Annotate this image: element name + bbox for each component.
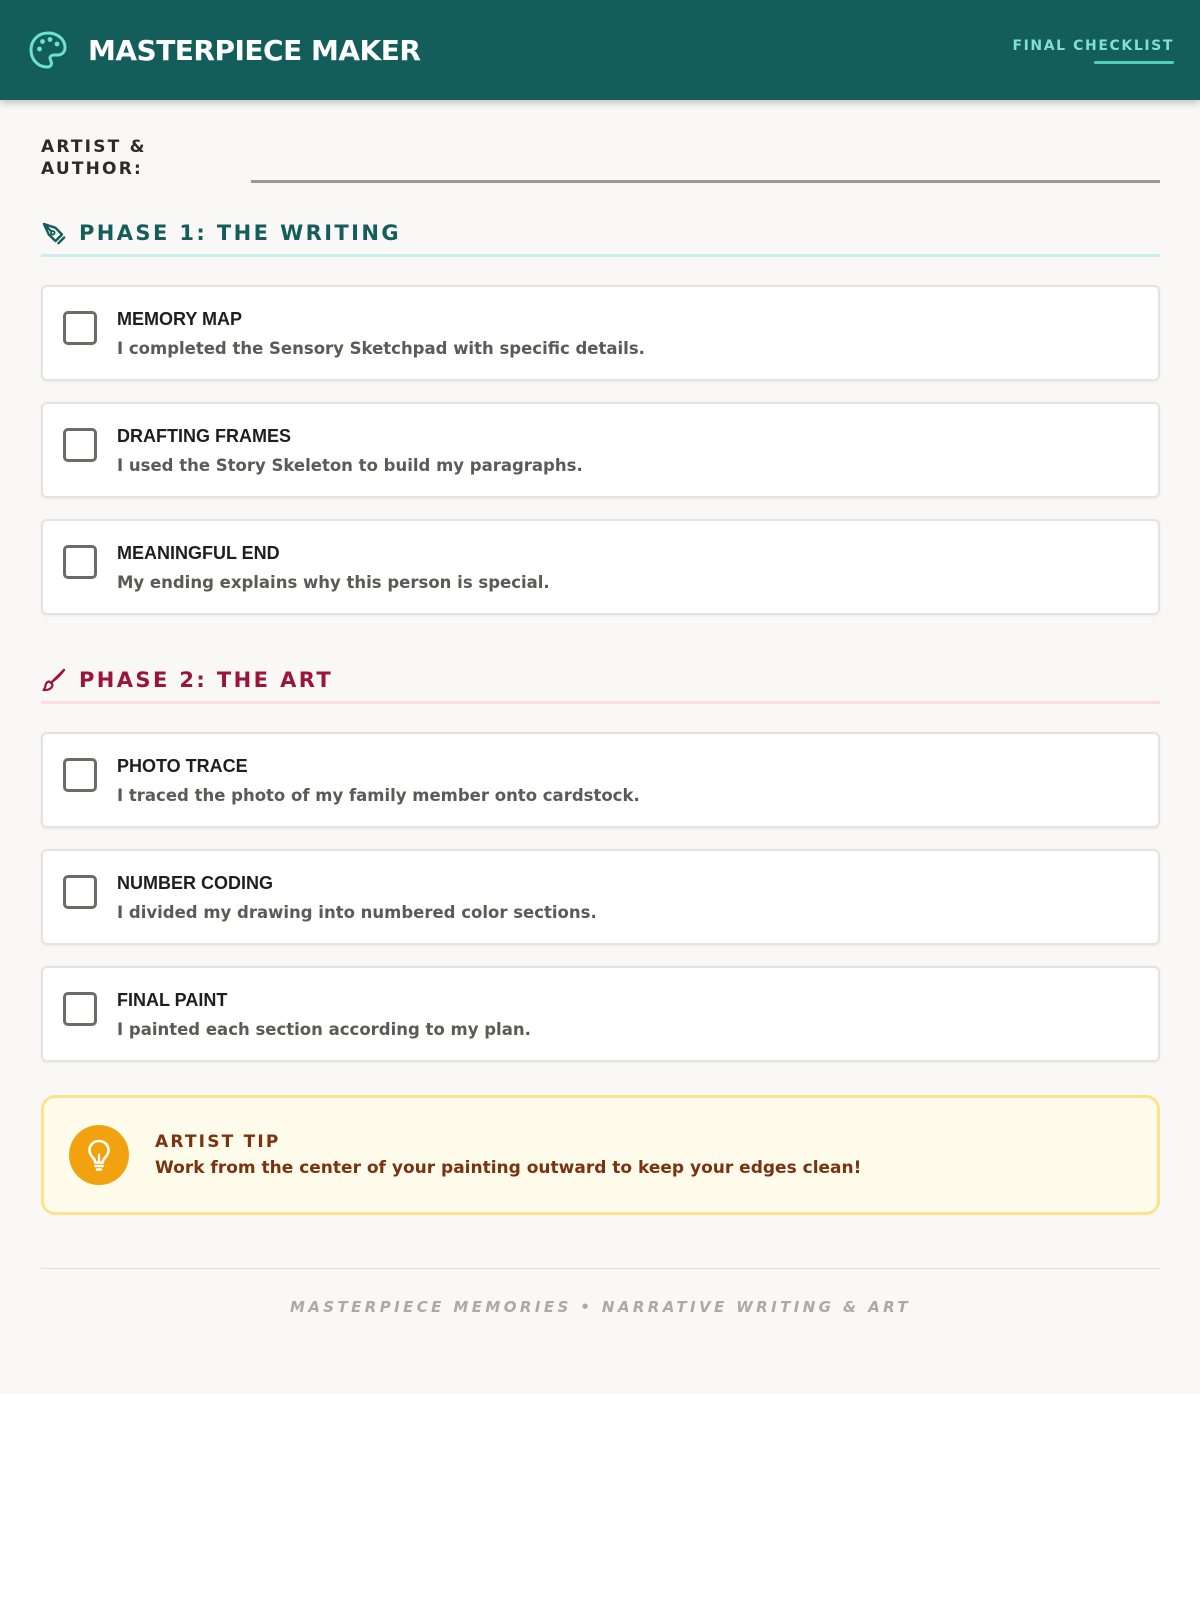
checkbox[interactable] [63, 992, 97, 1026]
tip-text-block [155, 1132, 861, 1178]
item-description: I completed the Sensory Sketchpad with specific details. [117, 338, 645, 358]
checklist-item-drafting-frames[interactable] [41, 402, 1160, 498]
item-title: NUMBER CODING [117, 872, 273, 893]
item-text [117, 543, 550, 592]
app-header [0, 0, 1200, 100]
checkbox[interactable] [63, 545, 97, 579]
item-description: I used the Story Skeleton to build my paragraphs. [117, 455, 583, 475]
item-title: PHOTO TRACE [117, 755, 248, 776]
phase-1-title: PHASE 1: THE WRITING [79, 221, 401, 245]
checklist-item-number-coding[interactable] [41, 849, 1160, 945]
artist-tip-callout [41, 1095, 1160, 1215]
paintbrush-icon [41, 667, 67, 693]
pen-nib-icon [41, 220, 67, 246]
item-text [117, 873, 597, 922]
active-tab-indicator [1094, 61, 1174, 64]
item-description: My ending explains why this person is special. [117, 572, 550, 592]
item-title: FINAL PAINT [117, 989, 228, 1010]
checkbox[interactable] [63, 428, 97, 462]
tip-title: ARTIST TIP [155, 1132, 281, 1152]
checklist-item-final-paint[interactable] [41, 966, 1160, 1062]
lightbulb-icon [69, 1125, 129, 1185]
phase-2-header [41, 667, 1160, 704]
tab-label: FINAL CHECKLIST [1012, 38, 1174, 54]
app-title: MASTERPIECE MAKER [88, 33, 421, 67]
item-text [117, 309, 645, 358]
checklist-content [0, 137, 1200, 1316]
palette-icon [28, 30, 68, 70]
item-text [117, 426, 583, 475]
author-label: ARTIST & AUTHOR: [41, 137, 147, 179]
phase-1-section [41, 220, 1160, 615]
item-title: MEMORY MAP [117, 308, 243, 329]
checklist-item-memory-map[interactable] [41, 285, 1160, 381]
phase-1-header [41, 220, 1160, 257]
author-name-input[interactable] [251, 153, 1160, 183]
checklist-item-meaningful-end[interactable] [41, 519, 1160, 615]
item-description: I traced the photo of my family member onto cardstock. [117, 785, 640, 805]
checkbox[interactable] [63, 311, 97, 345]
item-title: DRAFTING FRAMES [117, 425, 291, 446]
footer-text: MASTERPIECE MEMORIES • NARRATIVE WRITING & ART [289, 1298, 912, 1316]
phase-1-items [41, 285, 1160, 615]
item-text [117, 756, 640, 805]
tip-text: Work from the center of your painting outward to keep your edges clean! [155, 1158, 862, 1178]
phase-2-section [41, 667, 1160, 1062]
item-title: MEANINGFUL END [117, 542, 280, 563]
tab-final-checklist[interactable] [1012, 38, 1174, 62]
item-text [117, 990, 531, 1039]
brand [28, 30, 420, 70]
phase-2-title: PHASE 2: THE ART [79, 668, 334, 692]
checkbox[interactable] [63, 758, 97, 792]
item-description: I divided my drawing into numbered color sections. [117, 902, 597, 922]
checklist-item-photo-trace[interactable] [41, 732, 1160, 828]
footer-divider [41, 1268, 1160, 1269]
item-description: I painted each section according to my plan. [117, 1019, 531, 1039]
author-row [41, 137, 1160, 180]
checkbox[interactable] [63, 875, 97, 909]
phase-2-items [41, 732, 1160, 1062]
